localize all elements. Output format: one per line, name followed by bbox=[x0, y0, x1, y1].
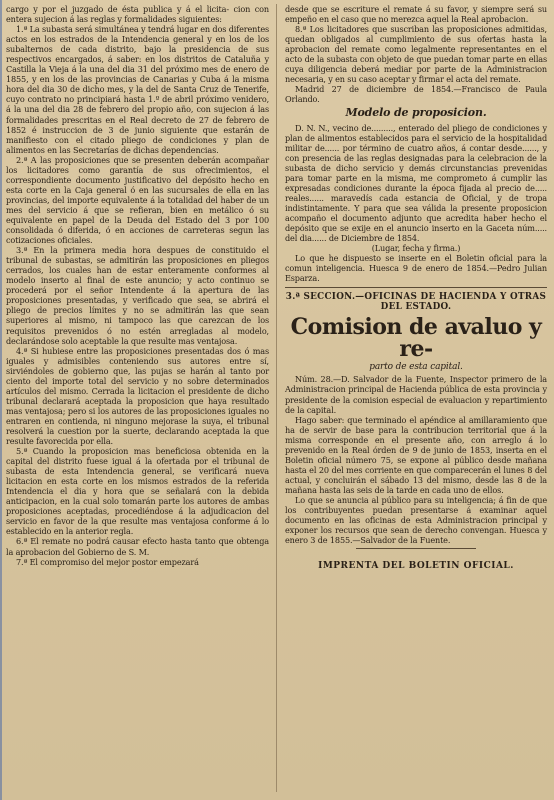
binding-edge bbox=[0, 0, 2, 800]
section-heading: 3.ª SECCION.—OFICINAS DE HACIENDA Y OTRAS DEL ESTADO. bbox=[285, 292, 547, 313]
lugar-fecha: (Lugar, fecha y firma.) bbox=[371, 243, 461, 254]
comision-title: Comision de avaluo y re- bbox=[290, 314, 542, 363]
column-divider bbox=[276, 4, 277, 792]
paragraph: 2.ª A las proposiciones que se presenten deberán acompañar los licitadores como garantía de sus ofrecimientos, el correspondiente documento justificativo del depósito hecho en esta corte en la Caja general ó en las sucursales de ella en las provincias, del importe equivalente á la totalidad del haber de un mes del servicio á que se refieran, bien en metálico ó su equivalente en papel de la Deuda del Estado del 3 por 100 consolidada ó diferida, ó en acciones de carreteras segun las cotizaciones oficiales. bbox=[6, 154, 269, 246]
ordered-text: Lo que he dispuesto se inserte en el Boletin oficial para la comun inteligencia. Huesca 9 de enero de 1854.—Pedro Julian Esparza. bbox=[285, 253, 547, 284]
paragraph: 3.ª En la primera media hora despues de constituido el tribunal de subastas, se admitirán las proposiciones en pliegos cerrados, los cuales han de estar enteramente conformes al modelo inserto al final de este anuncio; y acto continuo se procederá por el señor Intendente á la apertura de las proposiciones presentadas, y verificado que sea, se abrirá el pliego de precios límites y no se admitirán las que sean superiores al mismo, ni tampoco las que carezcan de los requisitos prevenidos ó no estén arregladas al modelo, declarándose solo aceptable la que resulte mas ventajosa. bbox=[6, 245, 269, 346]
paragraph: desde que se escriture el remate á su favor, y siempre será su empeño en el caso que no merezca aquel la Real aprobacion. bbox=[285, 4, 547, 25]
small-rule bbox=[356, 548, 476, 549]
horizontal-rule bbox=[285, 287, 547, 288]
paragraph: 6.ª El remate no podrá causar efecto hasta tanto que obtenga la aprobacion del Gobierno de S. M. bbox=[6, 536, 269, 557]
paragraph: Lo que se anuncia al público para su inteligencia; á fin de que los contribuyentes puedan presentarse á examinar aquel documento en las oficinas de esta Administracion principal y exponer los recursos que sean de derecho convengan. Huesca y enero 3 de 1855.—Salvador de la Fuente. bbox=[285, 494, 547, 546]
paragraph: Hago saber: que terminado el apéndice al amillaramiento que ha de servir de base para la contribucion territorial que á la misma corresponde en el presente año, con arreglo á lo prevenido en la Real órden de 9 de junio de 1853, inserta en el Boletin oficial número 75, se expone al público desde mañana hasta el 20 del mes corriente en que comparecerán el lunes 8 del actual, y concluirán el sábado 13 del mismo, desde las 8 de la mañana hasta las seis de la tarde en cada uno de ellos. bbox=[285, 414, 547, 495]
paragraph: 5.ª Cuando la proposicion mas beneficiosa obtenida en la capital del distrito fuese igual á la ofertada por el tribunal de subasta de esta Intendencia general, se verificará nueva licitacion en esta corte en los mismos estrados de la referida Intendencia el dia y hora que se señalará con la debida anticipacion, en la cual solo tomarán parte los autores de ambas proposiciones aceptadas, procediéndose á la adjudicacion del servicio en favor de la que resulte mas ventajosa conforme á lo establecido en la anterior regla. bbox=[6, 446, 269, 537]
paragraph: 4.ª Si hubiese entre las proposiciones presentadas dos ó mas iguales y admisibles conteniendo sus autores entre sí, sirviéndoles de gobierno que, las pujas se harán al tanto por ciento del importe total del servicio y no sobre determinados artículos del mismo. Cerrada la licitacion el presidente de dicho tribunal declarará aceptada la proposicion que haya resultado mas ventajosa; pero si los autores de las proposiciones iguales no entraren en contienda, ni ninguno mejorase la suya, el tribunal resolverá la cuestion por la suerte, declarando aceptada la que resulte favorecida por ella. bbox=[6, 345, 269, 447]
right-column bbox=[285, 4, 547, 571]
paragraph: 7.ª El compromiso del mejor postor empezará bbox=[16, 556, 199, 567]
paragraph: Núm. 28.—D. Salvador de la Fuente, Inspector primero de la Administracion principal de Hacienda pública de esta provincia y presidente de la comision especial de evaluacion y repartimiento de la capital. bbox=[285, 374, 547, 415]
modelo-text: D. N. N., vecino de........., enterado del pliego de condiciones y plan de alimentos establecidos para el servicio de la hospitalidad militar de...... por término de cuatro años, á contar desde......, y con presencia de las reglas designadas para la celebracion de la subasta de dicho servicio y demás circunstancias prevenidas para tomar parte en la misma, me comprometo á cumplir las expresadas condiciones durante la época fijada al precio de..... reales...... maravedís cada estancia de Oficial, y de tropa indistintamente. Y para que sea válida la presente proposicion acompaño el documento adjunto que acredita haber hecho el depósito que se exije en el anuncio inserto en la Gaceta núm..... del dia...... de Diciembre de 1854. bbox=[285, 122, 547, 244]
paragraph: 1.ª La subasta será simultánea y tendrá lugar en dos diferentes actos en los estrados de la Intendencia general y en los de los subalternos de cada distrito, bajo la presidencia de sus respectivos encargados, á saber: en los distritos de Cataluña y Castilla la Vieja á la una del dia 31 del próximo mes de enero de 1855, y en los de las provincias de Canarias y Cuba á la misma hora del dia 30 de dicho mes, y la del de Santa Cruz de Tenerife, cuyo contrato no principiará hasta 1.º de abril próximo venidero, á la una del dia 28 de febrero del propio año, con sujecion á las formalidades prescritas en el Real decreto de 27 de febrero de 1852 é instruccion de 3 de junio siguiente que estarán de manifiesto con el citado pliego de condiciones y plan de alimentos en las Secretarías de dichas dependencias. bbox=[6, 24, 269, 155]
date-signature: Madrid 27 de diciembre de 1854.—Francisco de Paula Orlando. bbox=[285, 84, 547, 105]
paragraph: cargo y por el juzgado de ésta publica y á el licita- cion con entera sujecion á las reglas y formalidades siguientes: bbox=[6, 4, 269, 25]
paragraph: 8.ª Los licitadores que suscriban las proposiciones admitidas, quedan obligados al cumplimiento de sus ofertas hasta la aprobacion del remate como legalmente representantes en el acto de la subasta con objeto de que puedan tomar parte en ellas cuya diligencia deberá mediar por parte de la Administracion necesaria, y en su caso aceptar y firmar el acta del remate. bbox=[285, 24, 547, 85]
left-column bbox=[6, 4, 269, 567]
modelo-title: Modelo de proposicion. bbox=[345, 106, 487, 120]
imprenta-footer: IMPRENTA DEL BOLETIN OFICIAL. bbox=[318, 561, 514, 572]
comision-subtitle: parto de esta capital. bbox=[369, 362, 463, 373]
